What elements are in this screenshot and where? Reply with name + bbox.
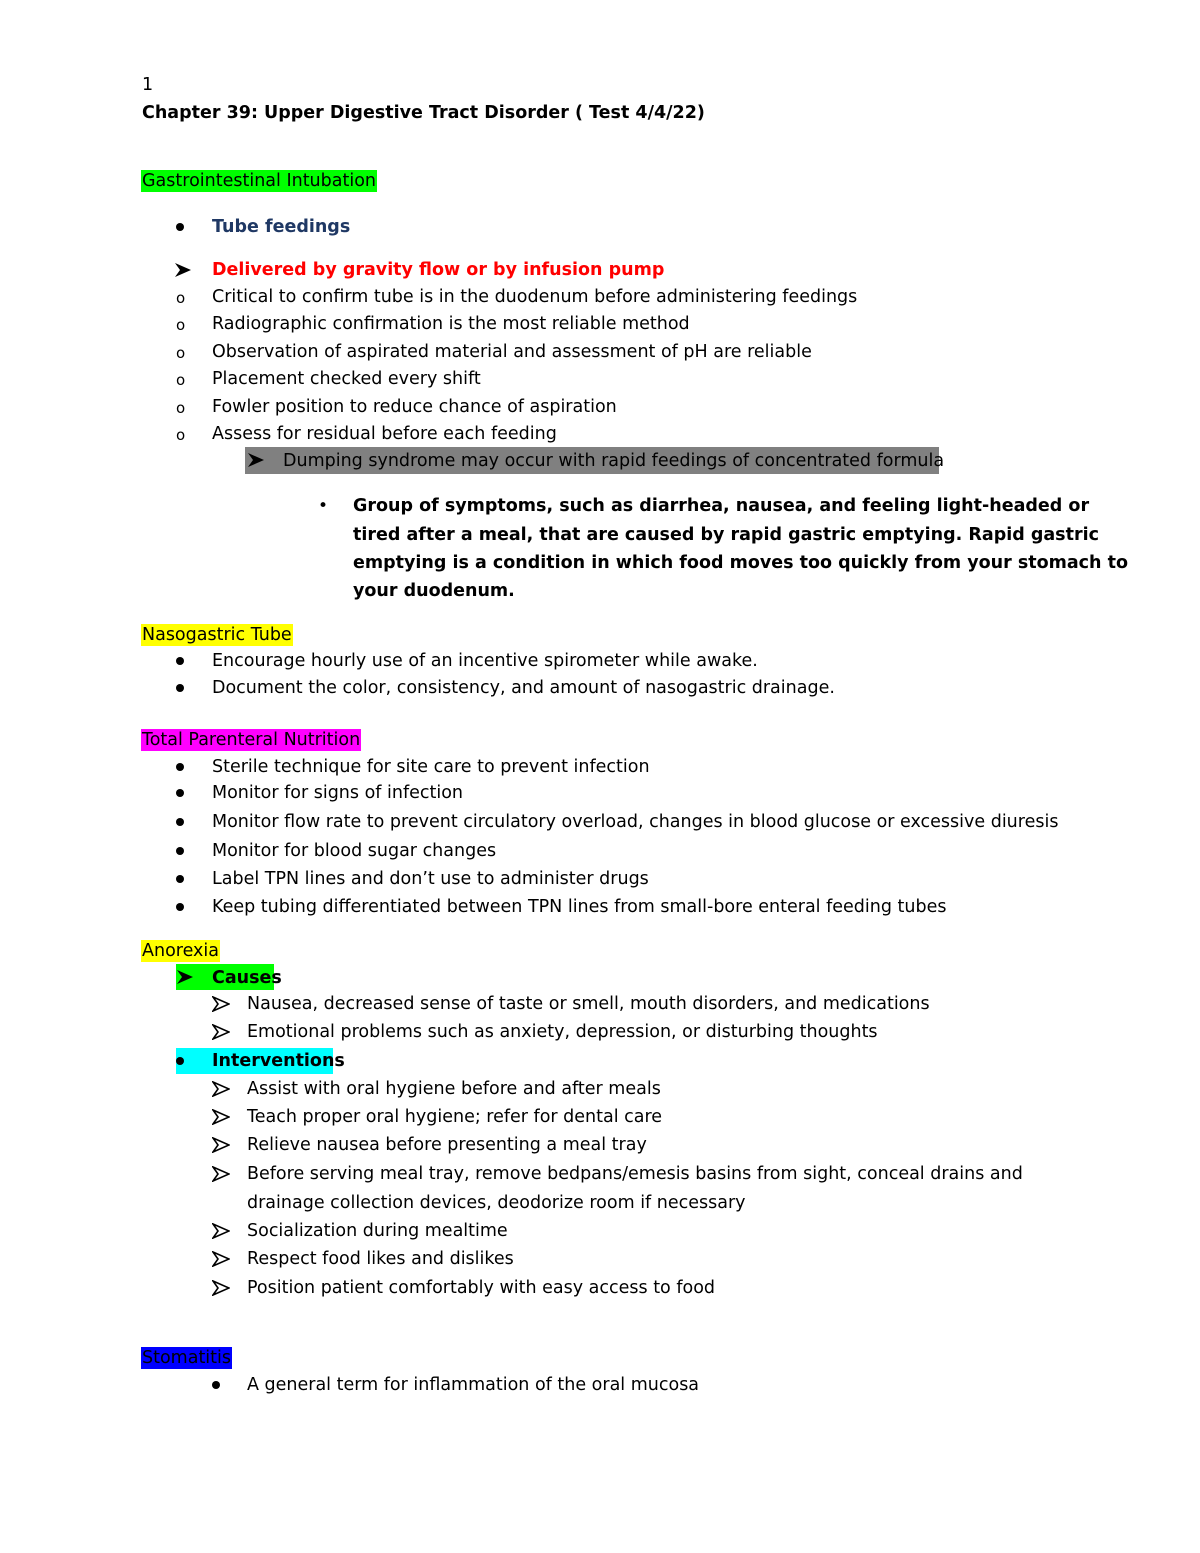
dumping-description: your duodenum. (353, 581, 515, 601)
dumping-description: emptying is a condition in which food moves too quickly from your stomach to (353, 553, 1128, 573)
arrow-bullet-outline-icon (212, 1166, 230, 1182)
page-number: 1 (142, 75, 154, 95)
bullet-icon (176, 875, 184, 883)
gi-item: Observation of aspirated material and assessment of pH are reliable (212, 342, 812, 362)
arrow-bullet-icon (247, 452, 265, 468)
gi-item: Assess for residual before each feeding (212, 424, 557, 444)
section-heading-nasogastric: Nasogastric Tube (142, 625, 292, 645)
intervention-item: Assist with oral hygiene before and after meals (247, 1079, 661, 1099)
intervention-item: Socialization during mealtime (247, 1221, 508, 1241)
circle-bullet-icon: o (176, 344, 186, 362)
tpn-item: Keep tubing differentiated between TPN lines from small-bore enteral feeding tubes (212, 897, 947, 917)
intervention-item: Respect food likes and dislikes (247, 1249, 514, 1269)
circle-bullet-icon: o (176, 399, 186, 417)
ng-item: Encourage hourly use of an incentive spirometer while awake. (212, 651, 758, 671)
page-title: Chapter 39: Upper Digestive Tract Disorder ( Test 4/4/22) (142, 103, 705, 123)
ng-item: Document the color, consistency, and amount of nasogastric drainage. (212, 678, 835, 698)
circle-bullet-icon: o (176, 426, 186, 444)
cause-item: Nausea, decreased sense of taste or smell, mouth disorders, and medications (247, 994, 930, 1014)
cause-item: Emotional problems such as anxiety, depression, or disturbing thoughts (247, 1022, 878, 1042)
bullet-icon (176, 657, 184, 665)
circle-bullet-icon: o (176, 289, 186, 307)
arrow-bullet-outline-icon (212, 1251, 230, 1267)
intervention-item: Teach proper oral hygiene; refer for dental care (247, 1107, 663, 1127)
bullet-icon (176, 763, 184, 771)
bullet-icon (212, 1381, 220, 1389)
bullet-icon (176, 903, 184, 911)
section-heading-stomatitis: Stomatitis (142, 1348, 232, 1368)
delivered-method: Delivered by gravity flow or by infusion pump (212, 260, 665, 280)
bullet-icon (176, 818, 184, 826)
bullet-icon (176, 684, 184, 692)
intervention-item: Position patient comfortably with easy access to food (247, 1278, 716, 1298)
arrow-bullet-outline-icon (212, 1137, 230, 1153)
gi-item: Critical to confirm tube is in the duodenum before administering feedings (212, 287, 858, 307)
dumping-description: tired after a meal, that are caused by rapid gastric emptying. Rapid gastric (353, 525, 1099, 545)
arrow-bullet-outline-icon (212, 1024, 230, 1040)
arrow-bullet-outline-icon (212, 1280, 230, 1296)
small-bullet-icon: • (318, 496, 329, 516)
arrow-bullet-icon (174, 262, 192, 278)
arrow-bullet-outline-icon (212, 1223, 230, 1239)
tpn-item: Monitor flow rate to prevent circulatory overload, changes in blood glucose or excessive diuresis (212, 812, 1059, 832)
circle-bullet-icon: o (176, 316, 186, 334)
gi-item: Fowler position to reduce chance of aspiration (212, 397, 617, 417)
circle-bullet-icon: o (176, 371, 186, 389)
dumping-description: Group of symptoms, such as diarrhea, nausea, and feeling light-headed or (353, 496, 1090, 516)
interventions-label: Interventions (212, 1051, 345, 1071)
arrow-bullet-icon (176, 969, 194, 985)
section-heading-gi-intubation: Gastrointestinal Intubation (142, 171, 377, 191)
stomatitis-item: A general term for inflammation of the oral mucosa (247, 1375, 700, 1395)
arrow-bullet-outline-icon (212, 1109, 230, 1125)
tpn-item: Monitor for blood sugar changes (212, 841, 497, 861)
intervention-item-continued: drainage collection devices, deodorize room if necessary (247, 1193, 746, 1213)
gi-item: Placement checked every shift (212, 369, 481, 389)
bullet-icon (176, 223, 184, 231)
tpn-item: Monitor for signs of infection (212, 783, 464, 803)
bullet-icon (176, 789, 184, 797)
causes-label: Causes (212, 968, 282, 988)
tube-feedings-label: Tube feedings (212, 217, 351, 237)
intervention-item: Before serving meal tray, remove bedpans/emesis basins from sight, conceal drains and (247, 1164, 1023, 1184)
intervention-item: Relieve nausea before presenting a meal tray (247, 1135, 647, 1155)
section-heading-anorexia: Anorexia (142, 941, 219, 961)
bullet-icon (176, 1057, 184, 1065)
arrow-bullet-outline-icon (212, 1081, 230, 1097)
dumping-syndrome: Dumping syndrome may occur with rapid feedings of concentrated formula (283, 451, 945, 471)
tpn-item: Label TPN lines and don’t use to administer drugs (212, 869, 649, 889)
gi-item: Radiographic confirmation is the most reliable method (212, 314, 690, 334)
arrow-bullet-outline-icon (212, 996, 230, 1012)
tpn-item: Sterile technique for site care to prevent infection (212, 757, 650, 777)
section-heading-tpn: Total Parenteral Nutrition (142, 730, 361, 750)
bullet-icon (176, 847, 184, 855)
